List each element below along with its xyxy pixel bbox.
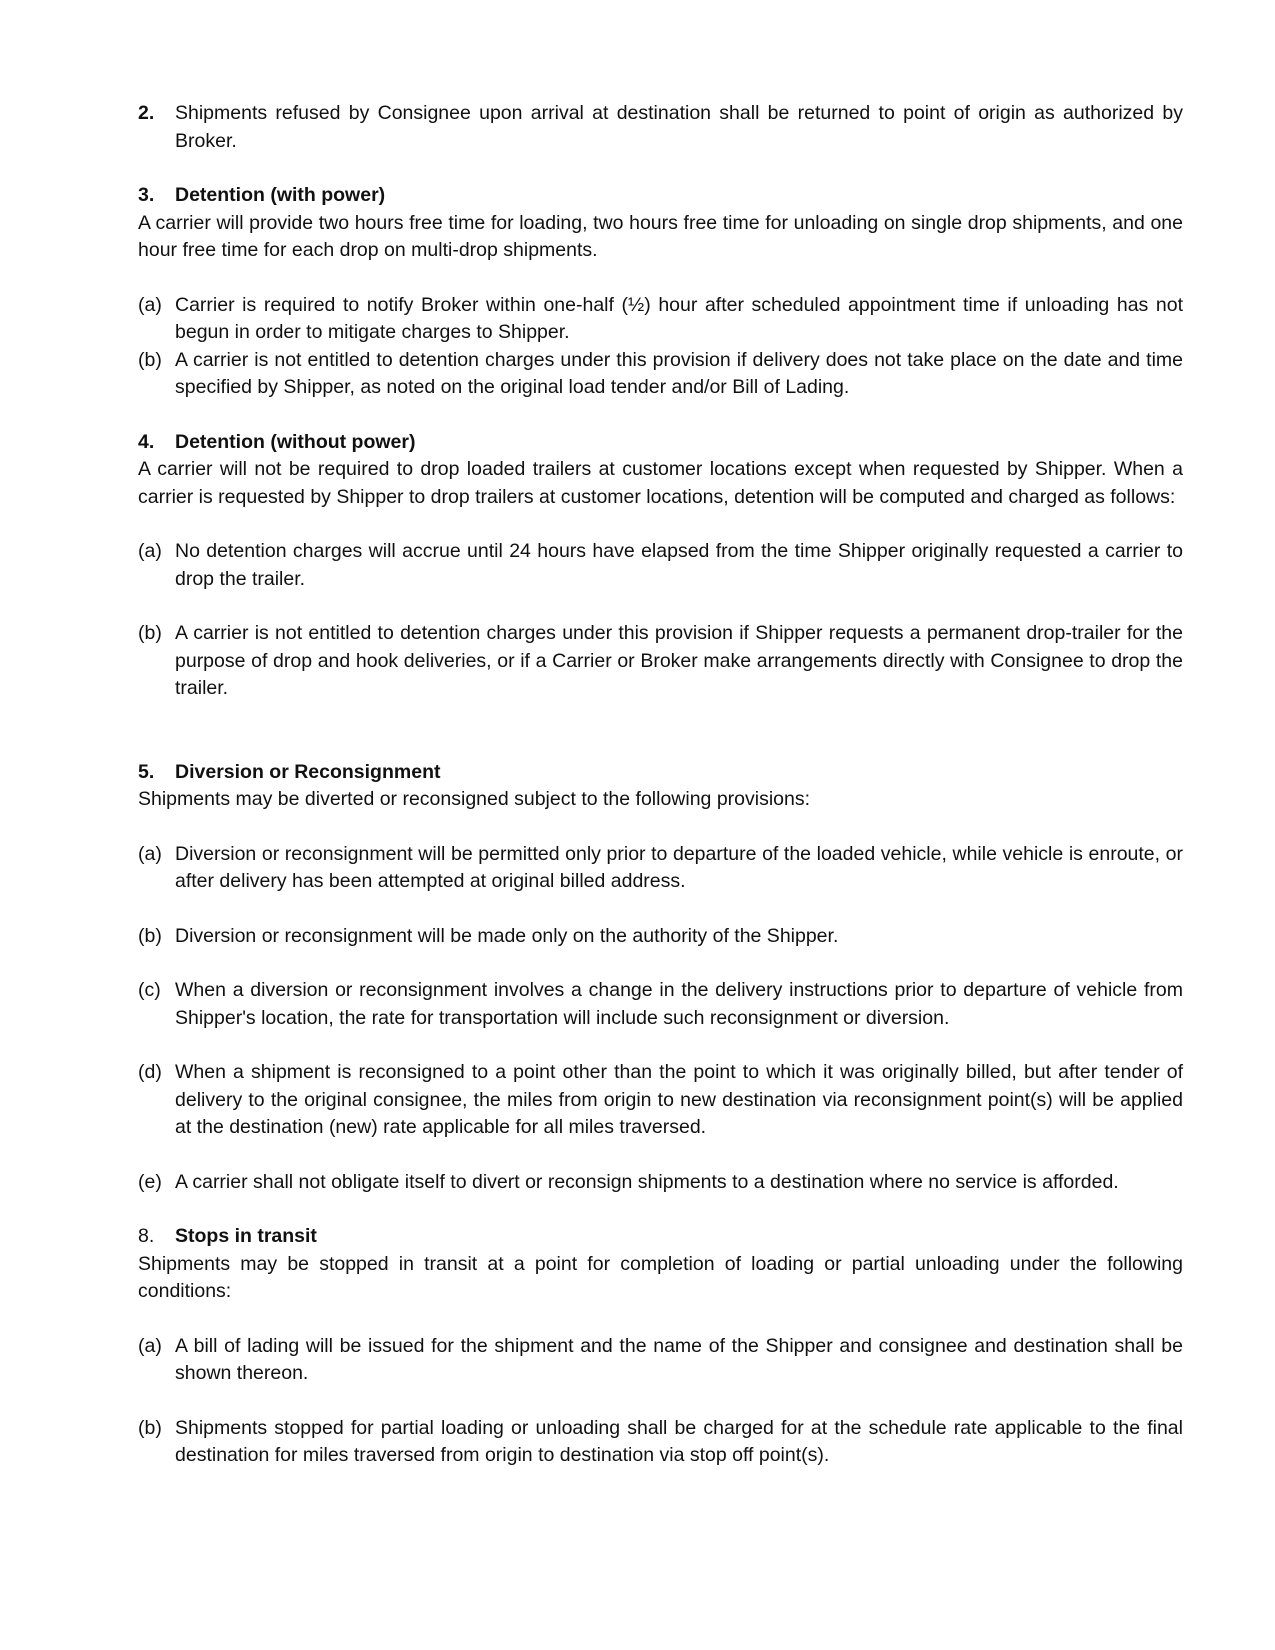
section-4-intro: A carrier will not be required to drop loaded trailers at customer locations except when requested by Shipper. When a carrier is requested by Shipper to drop trailers at customer locations, detention will be computed and charged as follows: [138,458,1183,508]
section-3-heading [138,182,1183,210]
section-8-heading [138,1223,1183,1251]
section-5-heading [138,759,1183,787]
item-label: (a) [138,1334,162,1357]
item-label: (a) [138,842,162,865]
section-5-item-e [138,1169,1183,1197]
section-3-item-a [138,292,1183,347]
section-5-item-a [138,841,1183,896]
section-3-item-b [138,347,1183,402]
item-text: A carrier is not entitled to detention charges under this provision if delivery does not take place on the date and time specified by Shipper, as noted on the original load tender and/or Bill of Lading. [175,348,1183,398]
item-text: Diversion or reconsignment will be made only on the authority of the Shipper. [175,924,839,947]
section-8-number: 8. [138,1225,155,1247]
document-page [138,100,1183,1470]
section-4-item-a [138,538,1183,593]
item-text: A carrier shall not obligate itself to divert or reconsign shipments to a destination where no service is afforded. [175,1170,1119,1193]
section-5-intro: Shipments may be diverted or reconsigned subject to the following provisions: [138,788,811,810]
section-8-intro: Shipments may be stopped in transit at a point for completion of loading or partial unloading under the following conditions: [138,1252,1183,1302]
item-text: A bill of lading will be issued for the shipment and the name of the Shipper and consignee and destination shall be shown thereon. [175,1334,1183,1384]
item-label: (b) [138,924,162,947]
section-4-item-b [138,620,1183,703]
item-2 [138,100,1183,155]
item-text: When a shipment is reconsigned to a point other than the point to which it was originally billed, but after tender of delivery to the original consignee, the miles from origin to new destination via reconsignment point(s) will be applied at the destination (new) rate applicable for all miles traversed. [175,1061,1183,1138]
item-label: (b) [138,622,162,644]
section-3-intro: A carrier will provide two hours free time for loading, two hours free time for unloading on single drop shipments, and one hour free time for each drop on multi-drop shipments. [138,211,1183,261]
section-4-heading [138,429,1183,457]
item-2-number: 2. [138,102,155,124]
item-label: (e) [138,1170,162,1193]
section-4-number: 4. [138,430,155,453]
section-5-title: Diversion or Reconsignment [175,760,441,783]
item-label: (a) [138,540,162,562]
section-8-item-b [138,1415,1183,1470]
item-text: A carrier is not entitled to detention charges under this provision if Shipper requests a permanent drop-trailer for the purpose of drop and hook deliveries, or if a Carrier or Broker make arrangements directly with Consignee to drop the trailer. [175,622,1183,699]
item-label: (b) [138,1416,162,1439]
item-text: When a diversion or reconsignment involves a change in the delivery instructions prior to departure of vehicle from Shipper's location, the rate for transportation will include such reconsignment or diversion. [175,979,1183,1029]
item-label: (d) [138,1061,162,1083]
item-label: (c) [138,979,161,1001]
section-4-title: Detention (without power) [175,430,416,453]
section-3-title: Detention (with power) [175,184,386,206]
section-5-number: 5. [138,760,155,783]
item-label: (b) [138,348,162,371]
section-8-title: Stops in transit [175,1225,317,1247]
section-3-number: 3. [138,184,155,206]
item-2-text: Shipments refused by Consignee upon arrival at destination shall be returned to point of origin as authorized by Broker. [175,102,1183,152]
section-8-item-a [138,1333,1183,1388]
item-text: Shipments stopped for partial loading or unloading shall be charged for at the schedule rate applicable to the final destination for miles traversed from origin to destination via stop off point(s). [175,1416,1183,1466]
section-5-item-d [138,1059,1183,1142]
section-5-item-b [138,923,1183,951]
section-5-item-c [138,977,1183,1032]
item-text: No detention charges will accrue until 24 hours have elapsed from the time Shipper originally requested a carrier to drop the trailer. [175,540,1183,590]
item-label: (a) [138,293,162,316]
item-text: Carrier is required to notify Broker within one-half (½) hour after scheduled appointment time if unloading has not begun in order to mitigate charges to Shipper. [175,293,1183,343]
item-text: Diversion or reconsignment will be permitted only prior to departure of the loaded vehicle, while vehicle is enroute, or after delivery has been attempted at original billed address. [175,842,1183,892]
